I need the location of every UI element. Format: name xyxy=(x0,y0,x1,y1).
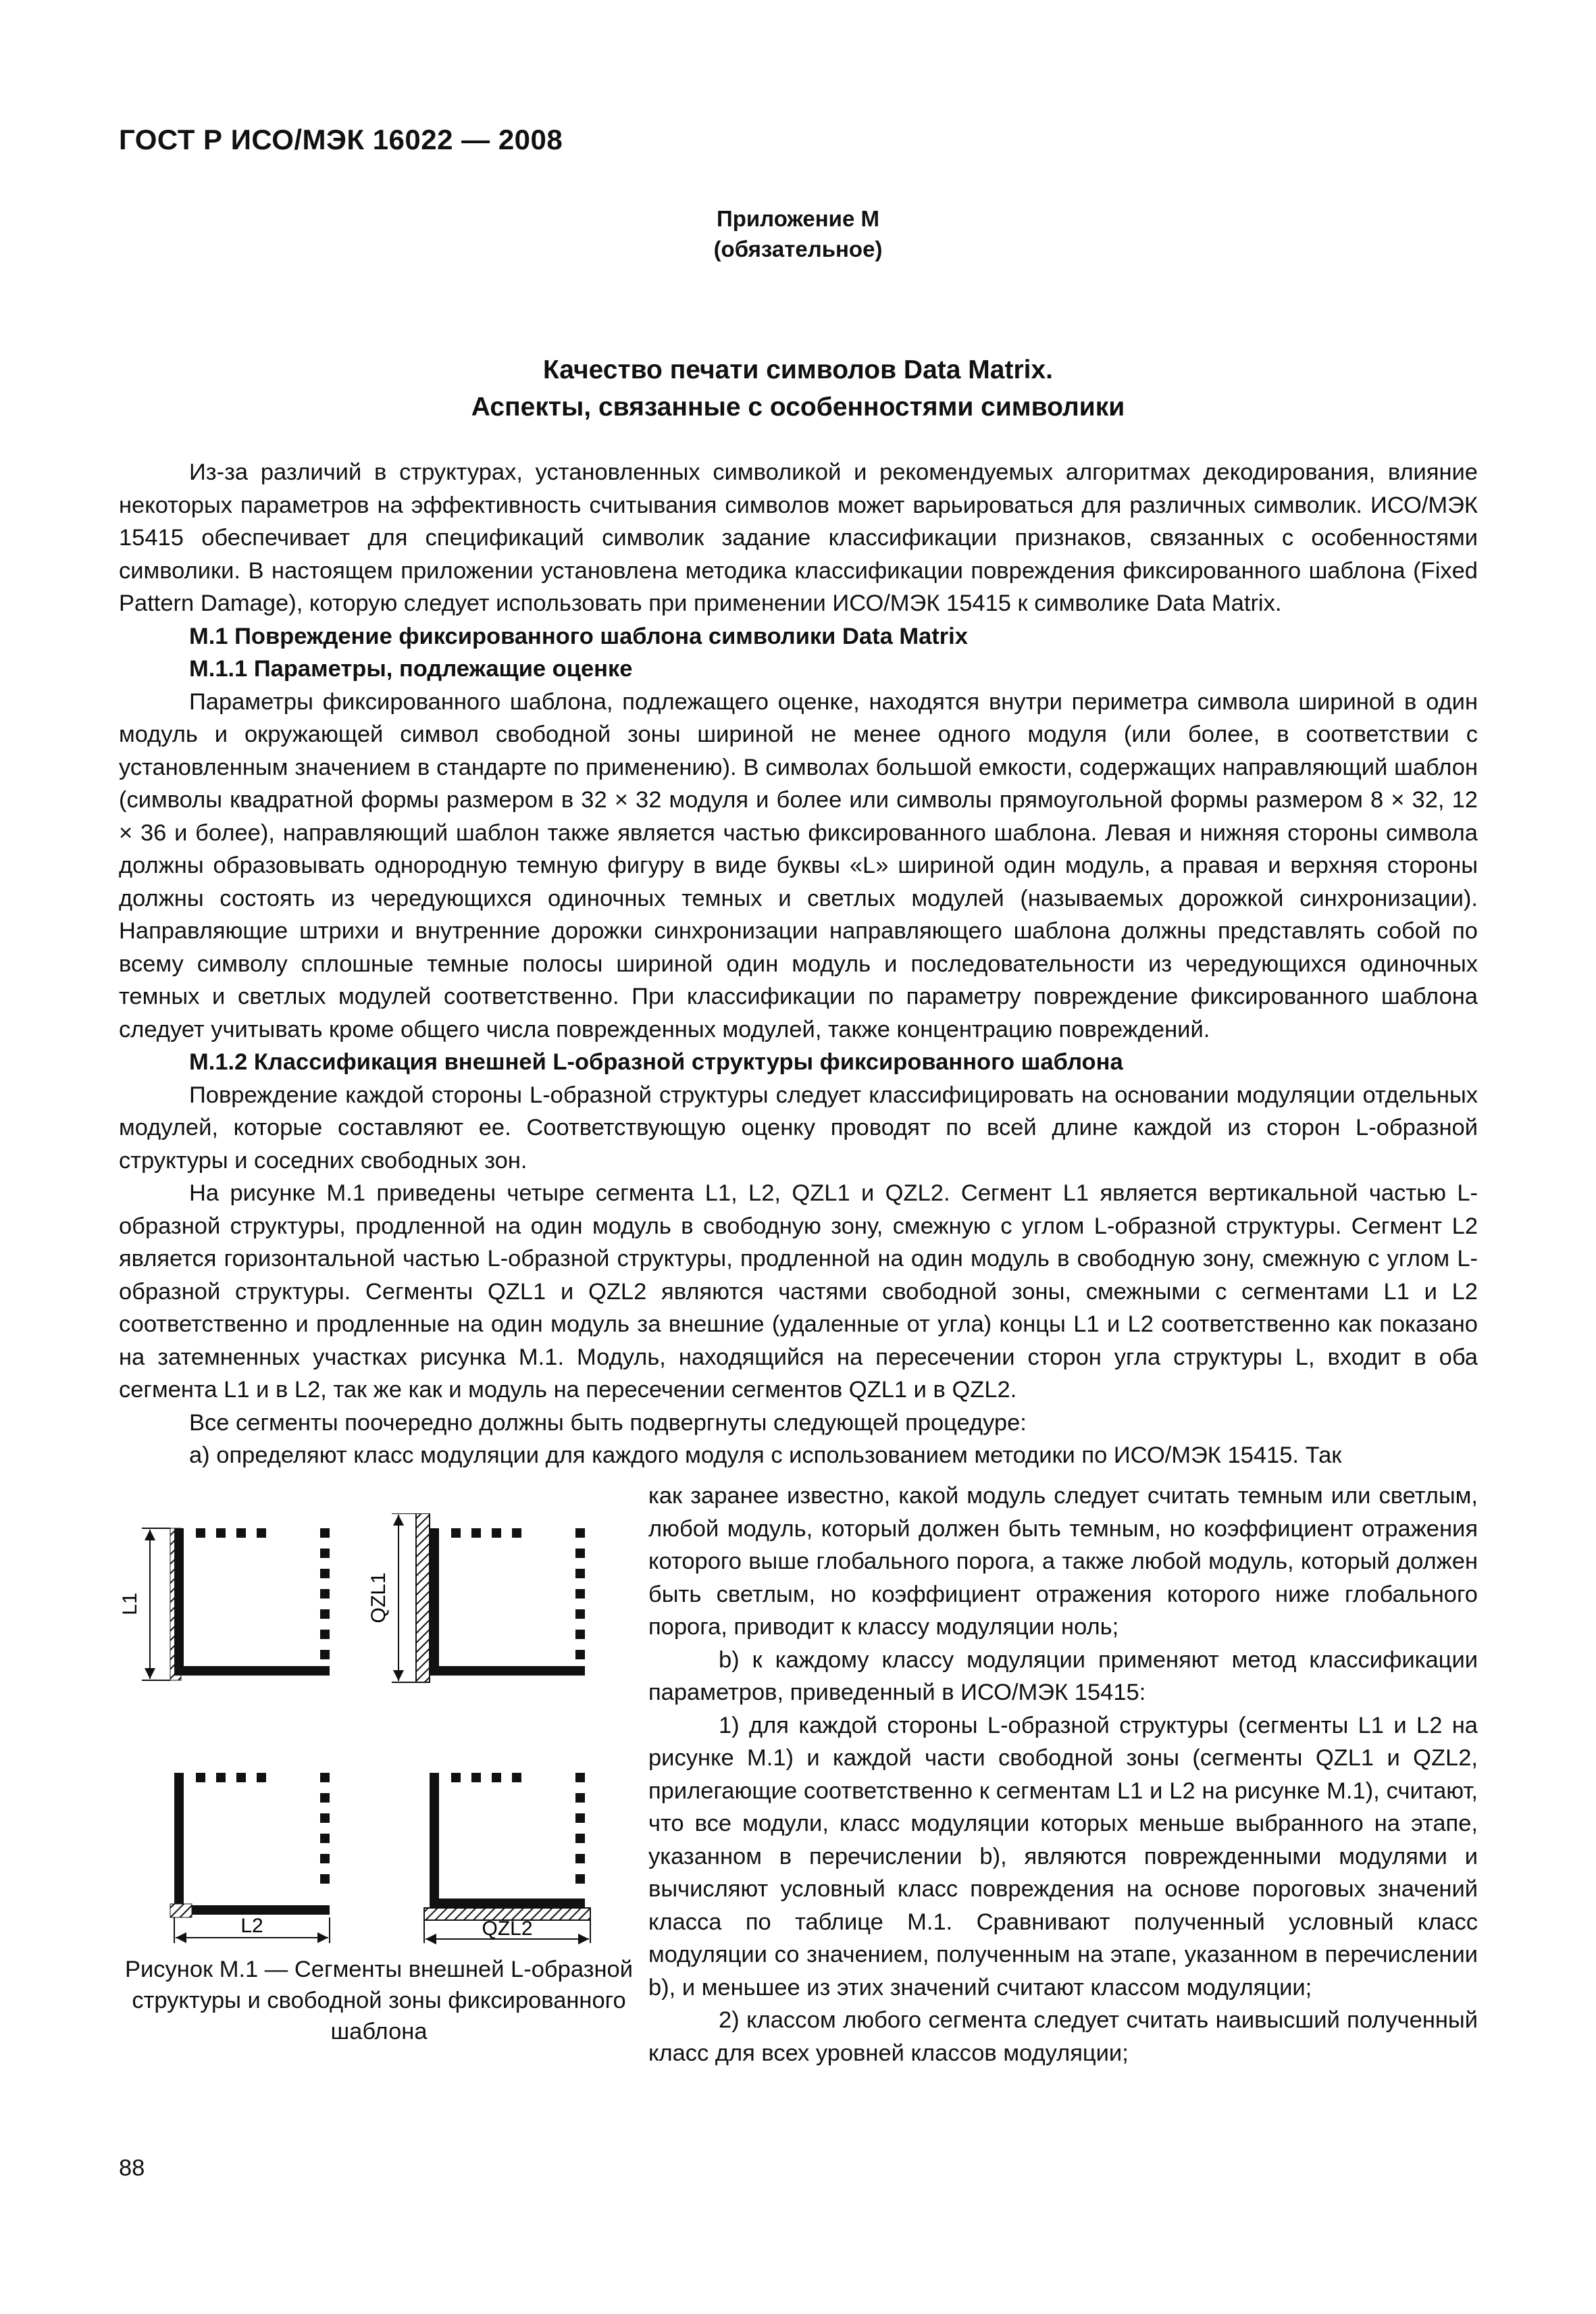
list-item-b: b) к каждому классу модуляции применяют метод классификации параметров, приведенный в ИСО/МЭК 15415: xyxy=(648,1646,1478,1705)
paragraph-m1-1: Параметры фиксированного шаблона, подлежащего оценке, находятся внутри периметра символа шириной в один модуль и окружающей символ свободной зоны шириной не менее одного модуля (или более, в соответствии с установленным значением в стандарте по применению). В символах большой емкости, содержащих направляющий шаблон (символы квадратной формы размером в 32 × 32 модуля и более или символы прямоугольной формы размером 8 × 32, 12 × 36 и более), направляющий шаблон также является частью фиксированного шаблона. Левая и нижняя стороны символа должны образовывать однородную темную фигуру в виде буквы «L» шириной один модуль, а правая и верхняя стороны должны состоять из чередующихся одиночных темных и светлых модулей (называемых дорожкой синхронизации). Направляющие штрихи и внутренние дорожки синхронизации направляющего шаблона должны представлять собой по всему символу сплошные темные полосы шириной один модуль и последовательности из чередующихся одиночных темных и светлых модулей соответственно. При классификации по параметру повреждение фиксированного шаблона следует учитывать кроме общего числа поврежденных модулей, также концентрацию повреждений. xyxy=(119,688,1478,1042)
figure-panel-qzl1 xyxy=(367,1513,585,1682)
section-heading-m1-1: М.1.1 Параметры, подлежащие оценке xyxy=(189,656,633,682)
list-item-a: а) определяют класс модуляции для каждого модуля с использованием методики по ИСО/МЭК 15415. Так xyxy=(189,1442,1342,1468)
appendix-title-line-1: Качество печати символов Data Matrix. xyxy=(542,355,1054,384)
document-header: ГОСТ Р ИСО/МЭК 16022 — 2008 xyxy=(119,124,563,155)
figure-panel-qzl2 xyxy=(424,1773,590,1943)
paragraph-all-segments: Все сегменты поочередно должны быть подвергнуты следующей процедуре: xyxy=(189,1409,1027,1436)
appendix-title-line-2: Аспекты, связанные с особенностями символики xyxy=(471,393,1125,422)
paragraph-m1-2-a: Повреждение каждой стороны L-образной структуры следует классифицировать на основании модуляции отдельных модулей, которые составляют ее. Соответствующую оценку проводят по всей длине каждой из сторон L-образной структуры и соседних свободных зон. xyxy=(119,1082,1478,1174)
appendix-title xyxy=(0,351,1596,426)
figure-label-qzl1: QZL1 xyxy=(367,1572,390,1624)
section-heading-m1: М.1 Повреждение фиксированного шаблона символики Data Matrix xyxy=(189,623,968,649)
list-item-b1: 1) для каждой стороны L-образной структуры (сегменты L1 и L2 на рисунке М.1) и каждой части свободной зоны (сегменты QZL1 и QZL2, прилегающие соответственно к сегментам L1 и L2 на рисунке М.1), считают, что все модули, класс модуляции которых меньше выбранного на этапе, указанном в перечислении b), являются поврежденными модулями и вычисляют условный класс повреждения на основе пороговых значений класса по таблице М.1. Сравнивают полученный условный класс модуляции со значением, полученным на этапе, указанном в перечислении b), и меньшее из этих значений считают классом модуляции; xyxy=(648,1712,1478,2001)
list-item-b2: 2) классом любого сегмента следует считать наивысший полученный класс для всех уровней классов модуляции; xyxy=(648,2007,1478,2066)
figure-label-qzl2: QZL2 xyxy=(482,1917,533,1940)
paragraph-m1-2-b: На рисунке М.1 приведены четыре сегмента L1, L2, QZL1 и QZL2. Сегмент L1 является вертикальной частью L-образной структуры, продленной на один модуль в свободную зону, смежную с углом L-образной структуры. Сегмент L2 является горизонтальной частью L-образной структуры, продленной на один модуль в свободную зону, смежную с углом L-образной структуры. Сегменты QZL1 и QZL2 являются частями свободной зоны, смежными с сегментами L1 и L2 соответственно и продленные на один модуль за внешние (удаленные от угла) концы L1 и L2 соответственно как показано на затемненных участках рисунка М.1. Модуль, находящийся на пересечении сторон угла структуры L, входит в оба сегмента L1 и в L2, так же как и модуль на пересечении сегментов QZL1 и в QZL2. xyxy=(119,1180,1478,1403)
appendix-status: (обязательное) xyxy=(713,236,883,261)
list-item-a-continued: как заранее известно, какой модуль следует считать темным или светлым, любой модуль, который должен быть темным, но коэффициент отражения которого выше глобального порога, а также любой модуль, который должен быть светлым, но коэффициент отражения которого ниже глобального порога, приводит к классу модуляции ноль; xyxy=(648,1483,1478,1640)
figure-panel-l1 xyxy=(119,1528,330,1680)
figure-label-l1: L1 xyxy=(119,1592,141,1615)
section-heading-m1-2: М.1.2 Классификация внешней L-образной структуры фиксированного шаблона xyxy=(189,1049,1123,1075)
intro-paragraph: Из-за различий в структурах, установленных символикой и рекомендуемых алгоритмах декодирования, влияние некоторых параметров на эффективность считывания символов может варьироваться для различных символик. ИСО/МЭК 15415 обеспечивает для спецификаций символик задание классификации признаков, связанных с особенностями символики. В настоящем приложении установлена методика классификации повреждения фиксированного шаблона (Fixed Pattern Damage), которую следует использовать при применении ИСО/МЭК 15415 к символике Data Matrix. xyxy=(119,459,1478,616)
figure-caption: Рисунок М.1 — Сегменты внешней L-образной структуры и свободной зоны фиксированного шаблона xyxy=(125,1957,633,2044)
appendix-label: Приложение М xyxy=(717,206,879,231)
figure-panel-l2 xyxy=(170,1773,330,1943)
figure-label-l2: L2 xyxy=(240,1915,263,1937)
main-text xyxy=(119,456,1478,1472)
page-number: 88 xyxy=(119,2155,145,2181)
figure-m1 xyxy=(115,1513,642,1946)
right-column-text xyxy=(648,1480,1478,2069)
